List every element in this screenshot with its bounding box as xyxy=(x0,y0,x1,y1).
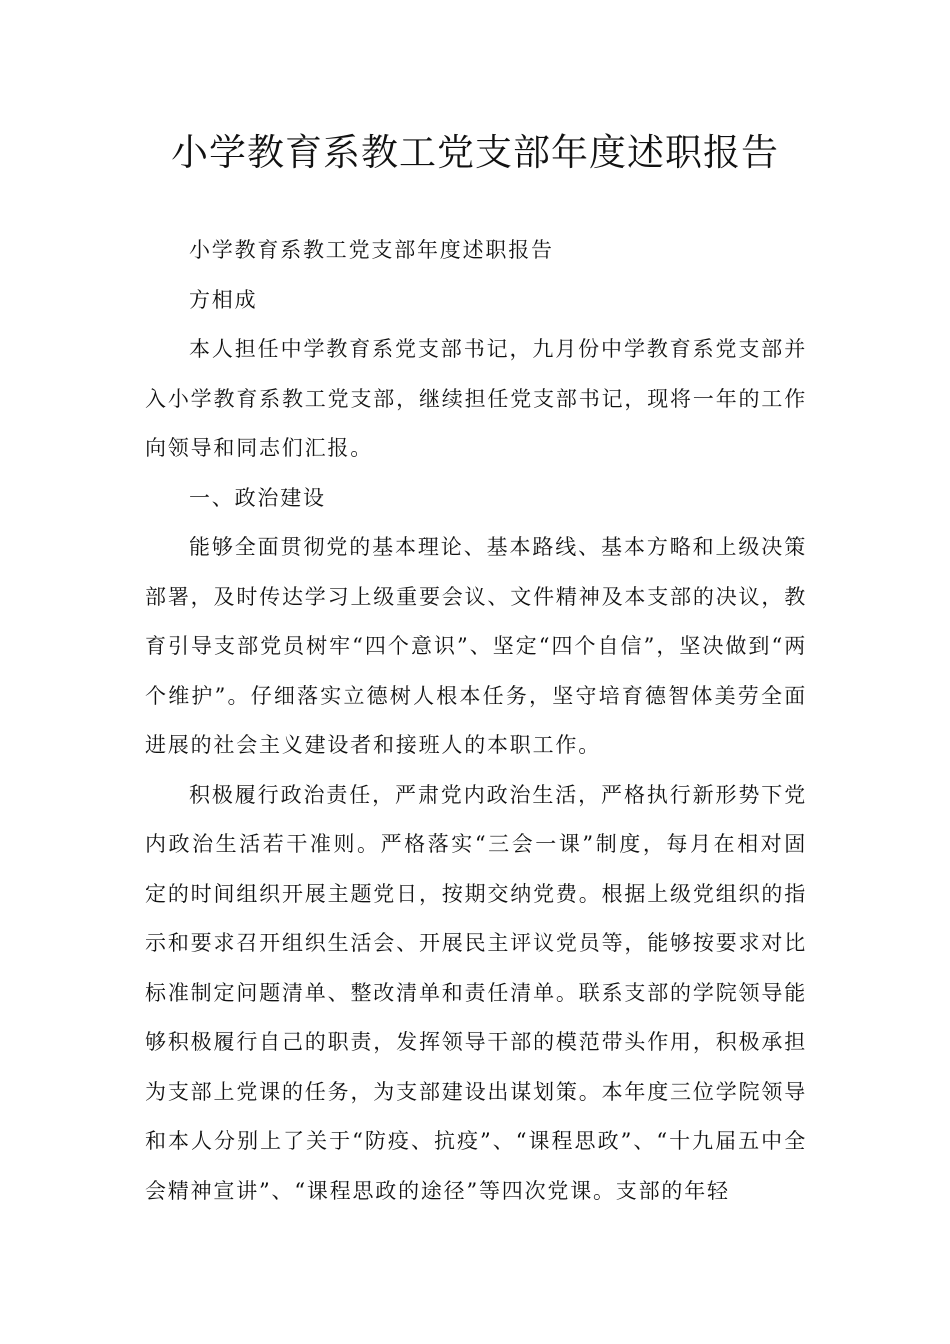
section-heading-political: 一、政治建设 xyxy=(189,485,326,510)
subtitle-paragraph: 小学教育系教工党支部年度述职报告 xyxy=(189,238,554,262)
intro-paragraph: 本人担任中学教育系党支部书记，九月份中学教育系党支部并入小学教育系教工党支部，继续担任党支部书记，现将一年的工作向领导和同志们汇报。 xyxy=(145,337,807,460)
author-paragraph: 方相成 xyxy=(189,287,258,312)
document-title: 小学教育系教工党支部年度述职报告 xyxy=(171,131,779,174)
body-paragraph: 能够全面贯彻党的基本理论、基本路线、基本方略和上级决策部署，及时传达学习上级重要会议、文件精神及本支部的决议，教育引导支部党员树牢“四个意识”、坚定“四个自信”，坚决做到“两个维护”。仔细落实立德树人根本任务，坚守培育德智体美劳全面进展的社会主义建设者和接班人的本职工作。 xyxy=(145,535,807,757)
document-body xyxy=(145,226,807,1216)
body-paragraph: 积极履行政治责任，严肃党内政治生活，严格执行新形势下党内政治生活若干准则。严格落实“三会一课”制度，每月在相对固定的时间组织开展主题党日，按期交纳党费。根据上级党组织的指示和要求召开组织生活会、开展民主评议党员等，能够按要求对比标准制定问题清单、整改清单和责任清单。联系支部的学院领导能够积极履行自己的职责，发挥领导干部的模范带头作用，积极承担为支部上党课的任务，为支部建设出谋划策。本年度三位学院领导和本人分别上了关于“防疫、抗疫”、“课程思政”、“十九届五中全会精神宣讲”、“课程思政的途径”等四次党课。支部的年轻 xyxy=(145,782,807,1203)
